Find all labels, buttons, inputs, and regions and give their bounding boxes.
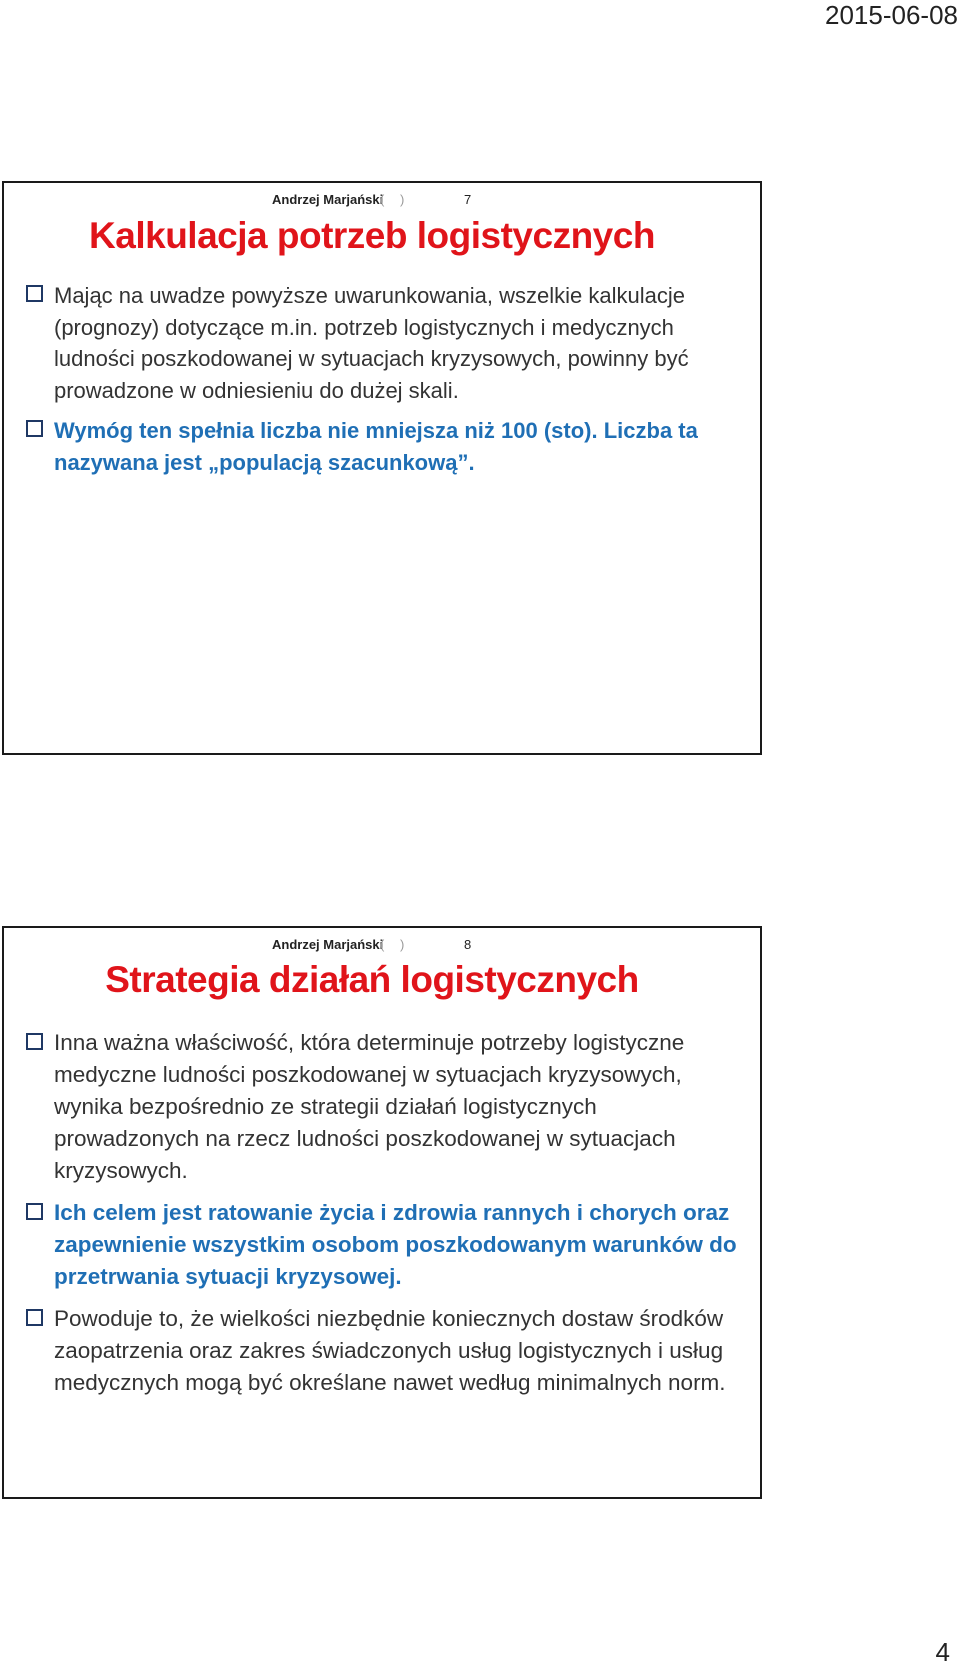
slide-author: Andrzej Marjański <box>272 937 384 952</box>
slide-7 <box>2 181 762 755</box>
slide-header-parens: ( ) <box>380 937 411 952</box>
bullet-list <box>26 1027 741 1409</box>
checkbox-icon <box>26 1203 43 1220</box>
checkbox-icon <box>26 1033 43 1050</box>
bullet-item-highlighted <box>26 1197 741 1293</box>
slide-title: Kalkulacja potrzeb logistycznych <box>89 215 655 256</box>
bullet-text: Mając na uwadze powyższe uwarunkowania, wszelkie kalkulacje (prognozy) dotyczące m.in. potrzeb logistycznych i medycznych ludności poszkodowanej w sytuacjach kryzysowych, powinny być prowadzone w odniesieniu do dużej skali. <box>54 283 689 403</box>
bullet-list <box>26 280 741 487</box>
slide-number: 8 <box>464 937 472 952</box>
slide-header <box>272 192 512 212</box>
bullet-text: Ich celem jest ratowanie życia i zdrowia rannych i chorych oraz zapewnienie wszystkim osobom poszkodowanym warunków do przetrwania sytuacji kryzysowej. <box>54 1200 737 1289</box>
bullet-text: Wymóg ten spełnia liczba nie mniejsza niż 100 (sto). Liczba ta nazywana jest „populacją szacunkową”. <box>54 418 698 475</box>
slide-title: Strategia działań logistycznych <box>105 959 639 1000</box>
bullet-text: Powoduje to, że wielkości niezbędnie koniecznych dostaw środków zaopatrzenia oraz zakres świadczonych usług logistycznych i usług medycznych mogą być określane nawet według minimalnych norm. <box>54 1306 726 1395</box>
slide-8 <box>2 926 762 1499</box>
checkbox-icon <box>26 1309 43 1326</box>
page-date: 2015-06-08 <box>825 0 958 30</box>
slide-header-parens: ( ) <box>380 192 411 207</box>
checkbox-icon <box>26 420 43 437</box>
bullet-item <box>26 1303 741 1399</box>
slide-author: Andrzej Marjański <box>272 192 384 207</box>
bullet-item <box>26 280 741 406</box>
bullet-item <box>26 1027 741 1187</box>
bullet-item-highlighted <box>26 415 741 478</box>
bullet-text: Inna ważna właściwość, która determinuje potrzeby logistyczne medyczne ludności poszkodowanej w sytuacjach kryzysowych, wynika bezpośrednio ze strategii działań logistycznych prowadzonych na rzecz ludności poszkodowanej w sytuacjach kryzysowych. <box>54 1030 685 1183</box>
slide-header <box>272 937 512 957</box>
slide-number: 7 <box>464 192 472 207</box>
checkbox-icon <box>26 285 43 302</box>
page-number: 4 <box>935 1637 950 1667</box>
